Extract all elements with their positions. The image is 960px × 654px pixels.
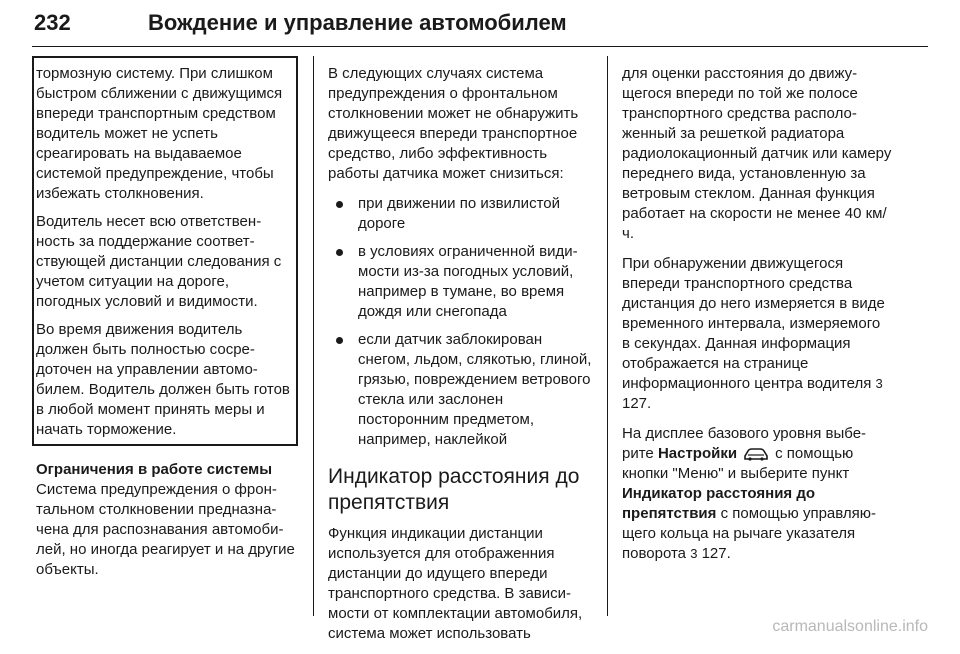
page-ref: 127. [622,395,652,412]
section-heading: Индикатор расстояния до препятствия [328,465,580,514]
page-ref: 127. [701,545,731,562]
list-item: при движении по извилистой дороге [328,194,593,234]
section-paragraph: Функция индикации дистанции используется для отображенния дистанции до идущего впереди транспортного средства. В зависимости от комплектации автомобиля, система может использовать [328,525,583,642]
list-item: если датчик заблокирован снегом, льдом, слякотью, глиной, грязью, повреждением ветрового стекла или заслонен посторонним предметом, например, наклейкой [328,330,593,450]
warning-box-content [36,64,292,448]
col3-paragraph-1: для оценки расстояния до движущегося впереди по той же полосе транспортного средства расположенный за решеткой радиатора радиолокационный датчик или камеру переднего вида, установленную за ветровым стеклом. Данная функция работает на скорости не менее 40 км/ч. [622,65,892,242]
car-settings-icon [743,447,769,461]
warning-paragraph-3: Во время движения водитель должен быть полностью сосредоточен на управлении автомобилем. Водитель должен быть готов в любой момент принять меры и начать торможение. [36,321,290,438]
menu-item-distance-indicator: Индикатор расстояния до препятствия [622,485,816,522]
limitations-paragraph: Система предупреждения о фронтальном столкновении предназначена для распознавания автомобилей, но иногда реагирует и на другие объекты. [36,481,295,578]
page-header [32,6,928,47]
page-ref-arrow-icon: 3 [875,376,883,391]
col3-paragraph-2: При обнаружении движущегося впереди транспортного средства дистанция до него измеряется в виде временного интервала, измеряемого в секундах. Данная информация отображается на странице информационного центра водителя 3 127. [622,255,885,412]
warning-paragraph-1: тормозную систему. При слишком быстром сближении с движущимся впереди транспортным средством водитель может не успеть среагировать на выдаваемое системой предупреждение, чтобы избежать столкновения. [36,65,283,202]
conditions-intro: В следующих случаях система предупреждения о фронтальном столкновении может не обнаружить движущееся впереди транспортное средство, либо эффективность работы датчика может снизиться: [328,65,579,182]
page-number: 232 [34,10,71,35]
column-divider-1 [313,56,314,616]
column-2 [328,64,593,654]
watermark: carmanualsonline.info [772,618,928,635]
menu-settings-label: Настройки [657,445,738,462]
warning-paragraph-2: Водитель несет всю ответственность за поддержание соответствующей дистанции следования с учетом ситуации на дороге, погодных условий и видимости. [36,213,282,310]
list-item: в условиях ограниченной видимости из-за погодных условий, например в тумане, во время дождя или снегопада [328,242,593,322]
col3-paragraph-3: На дисплее базового уровня выберите Настройки с помощью кнопки "Меню" и выберите пункт Индикатор расстояния до препятствия с помощью управляющего кольца на рычаге указателя поворота 3 127. [622,425,877,562]
page-ref-arrow-icon: 3 [690,546,698,561]
limitations-section [36,460,298,580]
column-3 [622,64,892,574]
page-title: Вождение и управление автомобилем [148,10,567,35]
limitations-heading: Ограничения в работе системы [36,461,273,478]
conditions-list [328,194,593,450]
column-divider-2 [607,56,608,616]
